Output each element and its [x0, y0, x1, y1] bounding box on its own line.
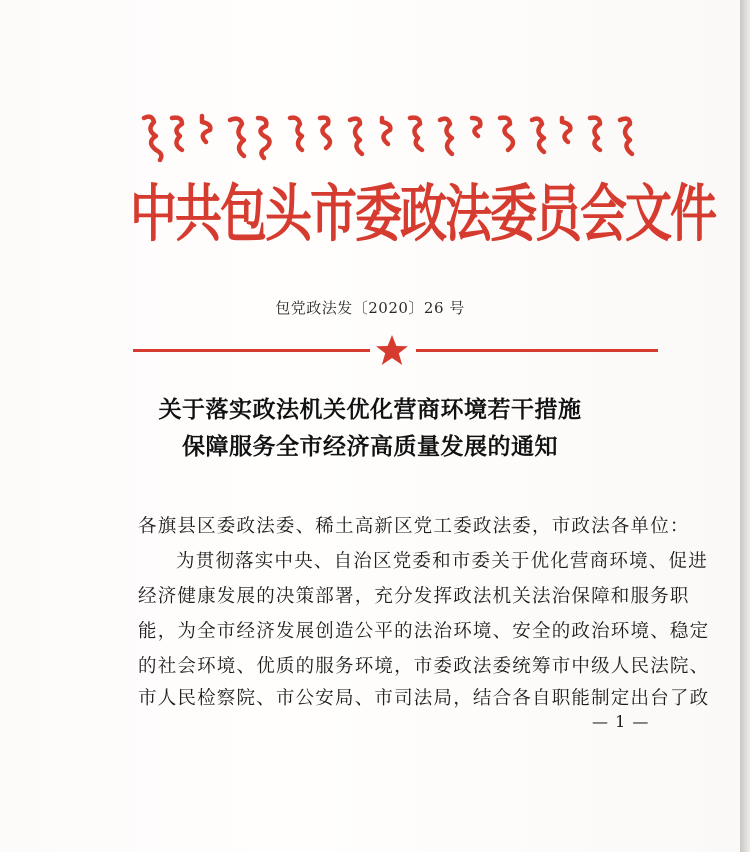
paragraph-line: 经济健康发展的决策部署，充分发挥政法机关法治保障和服务职 — [138, 586, 690, 607]
mongolian-script-glyphs — [138, 112, 648, 164]
red-divider-left — [133, 349, 370, 352]
star-icon — [374, 334, 410, 366]
page-number: — 1 — — [592, 712, 650, 731]
issuing-authority-title: 中共包头市委政法委员会文件 — [130, 178, 715, 251]
mongolian-script-header — [138, 112, 648, 164]
paragraph-line: 的社会环境、优质的服务环境，市委政法委统筹市中级人民法院、 — [138, 656, 710, 677]
page-edge-shadow — [740, 0, 750, 852]
addressee-line: 各旗县区委政法委、稀土高新区党工委政法委，市政法各单位： — [138, 516, 690, 537]
notice-title-line-1: 关于落实政法机关优化营商环境若干措施 — [158, 397, 582, 423]
document-number: 包党政法发〔2020〕26 号 — [275, 299, 465, 317]
paragraph-line: 为贯彻落实中央、自治区党委和市委关于优化营商环境、促进 — [176, 551, 708, 572]
paragraph-line: 市人民检察院、市公安局、市司法局，结合各自职能制定出台了政 — [138, 688, 710, 709]
red-divider-right — [416, 349, 658, 352]
paragraph-line: 能，为全市经济发展创造公平的法治环境、安全的政治环境、稳定 — [138, 621, 710, 642]
notice-title-line-2: 保障服务全市经济高质量发展的通知 — [182, 434, 558, 460]
